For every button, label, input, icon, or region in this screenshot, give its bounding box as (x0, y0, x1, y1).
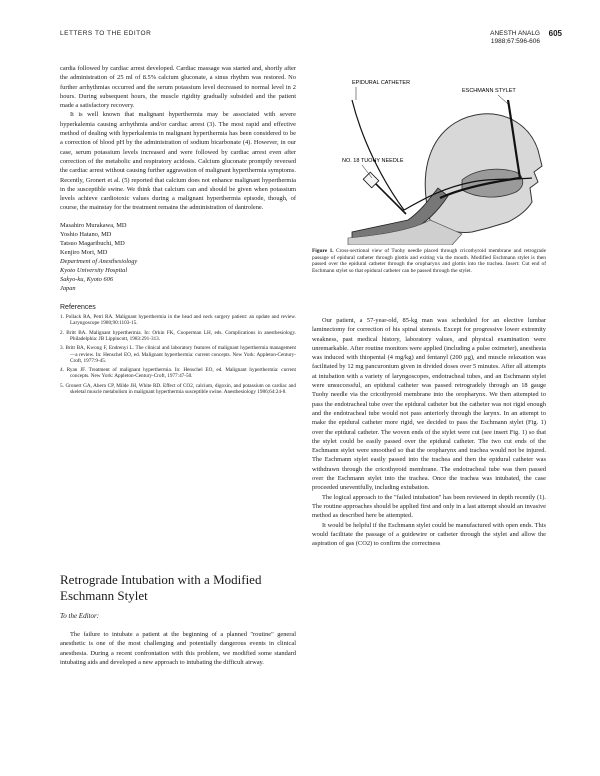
author: Masahiro Murakawa, MD (60, 221, 127, 229)
author: Yoshio Hatano, MD (60, 230, 112, 238)
label-needle: NO. 18 TUOHY NEEDLE (342, 158, 404, 164)
caption-label: Figure 1. (312, 248, 334, 254)
affiliation-line: Department of Anesthesiology (60, 257, 138, 265)
right-column (312, 316, 546, 548)
figure-1 (312, 70, 546, 245)
figure-caption (312, 248, 546, 274)
paragraph: The logical approach to the "failed intubation" has been reviewed in depth recently (1). The routine approaches should be applied first and only in a last attempt should an invasive method as described here be attempted. (312, 493, 546, 520)
paragraph: It would be helpful if the Eschmann stylet could be manufactured with open ends. This would facilitate the passage of a guidewire or catheter through the stylet and allow the aspiration of gas (CO2) to confirm the correctness (312, 521, 546, 548)
tuohy-needle (374, 182, 406, 214)
author-block (60, 221, 296, 293)
author: Tatsuo Magaribuchi, MD (60, 239, 125, 247)
reference-item: 3. Britt BA, Kwong F, Endrenyi L. The clinical and laboratory features of malignant hyperthermia management—a review. In: Henschel EO, ed. Malignant hyperthermia: current concepts. New York: Appleton-Century-Croft, 1977:9-45. (60, 345, 296, 364)
affiliation-line: Japan (60, 284, 76, 292)
affiliation-line: Sakyo-ku, Kyoto 606 (60, 275, 114, 283)
journal-name: ANESTH ANALG (490, 30, 540, 37)
paragraph: cardia followed by cardiac arrest developed. Cardiac massage was started and, shortly after the administration of 25 ml of 8.5% calcium gluconate, a sinus rhythm was restored. No further arrhythmias occurred and the serum potassium level decreased to normal level in 2 hours. During subsequent hours, the muscle rigidity gradually subsided and the patient made a satisfactory recovery. (60, 65, 296, 110)
paragraph: The failure to intubate a patient at the beginning of a planned "routine" general anesthetic is one of the most challenging and potentially dangerous events in clinical anesthesia. During a recent confrontation with this problem, we modified some standard intubating aids and developed a new approach to intubating the difficult airway. (60, 631, 296, 666)
journal-issue: 1988;67:596-606 (490, 38, 540, 45)
label-eschmann: ESCHMANN STYLET (462, 88, 516, 94)
paragraph: It is well known that malignant hyperthermia may be associated with severe hyperkalemia causing arrhythmia and/or cardiac arrest (3). The most rapid and effective method of dealing with hyperkalemia in malignant hyperthermia has been considered to be a correction of blood pH by the administration of sodium bicarbonate (4). However, in our case, serum potassium levels increased and were followed by cardiac arrest even after correction of the metabolic and respiratory acidosis. Calcium gluconate promptly reversed the cardiac arrest without causing further aggravation of malignant hyperthermia symptoms. Recently, Gronert et al. (5) reported that calcium does not enhance malignant hyperthermia in the susceptible swine. We think that calcium can and should be given when potassium levels achieve cardiotoxic values during a malignant hyperthermia episode, though, of course, the mainstay for the treatment remains the administration of dantrolene. (60, 111, 296, 212)
references-heading: References (60, 303, 96, 311)
reference-item: 4. Ryan JF. Treatment of malignant hyperthermia. In: Henschel EO, ed. Malignant hyperthermia: current concepts. New York: Appleton-Century-Croft, 1977:47-50. (60, 367, 296, 380)
left-column (60, 64, 296, 398)
reference-list (60, 314, 296, 395)
article-title: Retrograde Intubation with a Modified Eschmann Stylet (60, 572, 262, 603)
caption-text: Cross-sectional view of Tuohy needle placed through cricothyroid membrane and retrograde passage of epidural catheter through glottis and exiting via the mouth. Modified Eschmann stylet is then passed over the epidural catheter through the oropharynx and glottis into the trachea. Insert: Cut end of Eschmann stylet so that epidural catheter can be passed through the stylet. (312, 248, 546, 274)
article-intro (60, 630, 296, 667)
reference-item: 1. Pollack RA, Petri RA. Malignant hyperthermia in the head and neck surgery patient: an update and review. Laryngoscope 1980;90:1103-15. (60, 314, 296, 327)
airway-illustration (312, 70, 546, 245)
reference-item: 5. Gronert GA, Ahern CP, Milde JH, White RD. Effect of CO2, calcium, digoxin, and potassium on cardiac and skeletal muscle metabolism in malignant hyperthermia susceptible swine. Anesthesiology 1986;64:24-8. (60, 382, 296, 396)
reference-item: 2. Britt BA. Malignant hyperthermia. In: Orkin FK, Cooperman LH, eds. Complications in anesthesiology. Philadelphia: JB Lippincott, 1983:291-313. (60, 329, 296, 342)
page-number: 605 (548, 29, 562, 38)
paragraph: Our patient, a 57-year-old, 85-kg man was scheduled for an elective lumbar laminectomy for correction of his spinal stenosis. Except for progressive lower extremity weakness, past medical history, laboratory values, and physical examination were unremarkable. After routine monitors were applied (including a pulse oximeter), anesthesia was induced with thiopental (4 mg/kg) and fentanyl (200 µg), and muscle relaxation was facilitated by 12 mg pancuronium given in divided doses over 5 minutes. After all attempts at intubation with a variety of laryngoscopes, endotracheal tubes, and an Eschmann stylet were unsuccessful, an epidural catheter was passed retrogradely through an 18 gauge Tuohy needle via the cricothyroid membrane into the oropharynx. We then attempted to pass the endotracheal tube over the epidural catheter but the catheter was not rigid enough and the endotracheal tube would not pass anteriorly through the larynx. In an attempt to make the epidural catheter more rigid, we decided to pass the Eschmann stylet (Fig. 1) over the epidural catheter. The woven ends of the stylet were cut (see insert Fig. 1) so that the stylet could be easily passed over the epidural catheter. The two cut ends of the Eschmann stylet were smoothed so that the oropharynx and trachea would not be injured. The Eschmann stylet easily passed into the trachea and then the epidural catheter was withdrawn through the cricothyroid membrane. The endotracheal tube was then passed over the Eschmann stylet into the trachea. Once the trachea was intubated, the case proceeded uneventfully, including extubation. (312, 317, 546, 492)
author: Kenjiro Mori, MD (60, 248, 108, 256)
running-header: LETTERS TO THE EDITOR (60, 30, 152, 37)
affiliation-line: Kyoto University Hospital (60, 266, 128, 274)
journal-citation (490, 29, 562, 46)
label-epidural: EPIDURAL CATHETER (352, 80, 411, 86)
to-the-editor: To the Editor: (60, 612, 100, 620)
